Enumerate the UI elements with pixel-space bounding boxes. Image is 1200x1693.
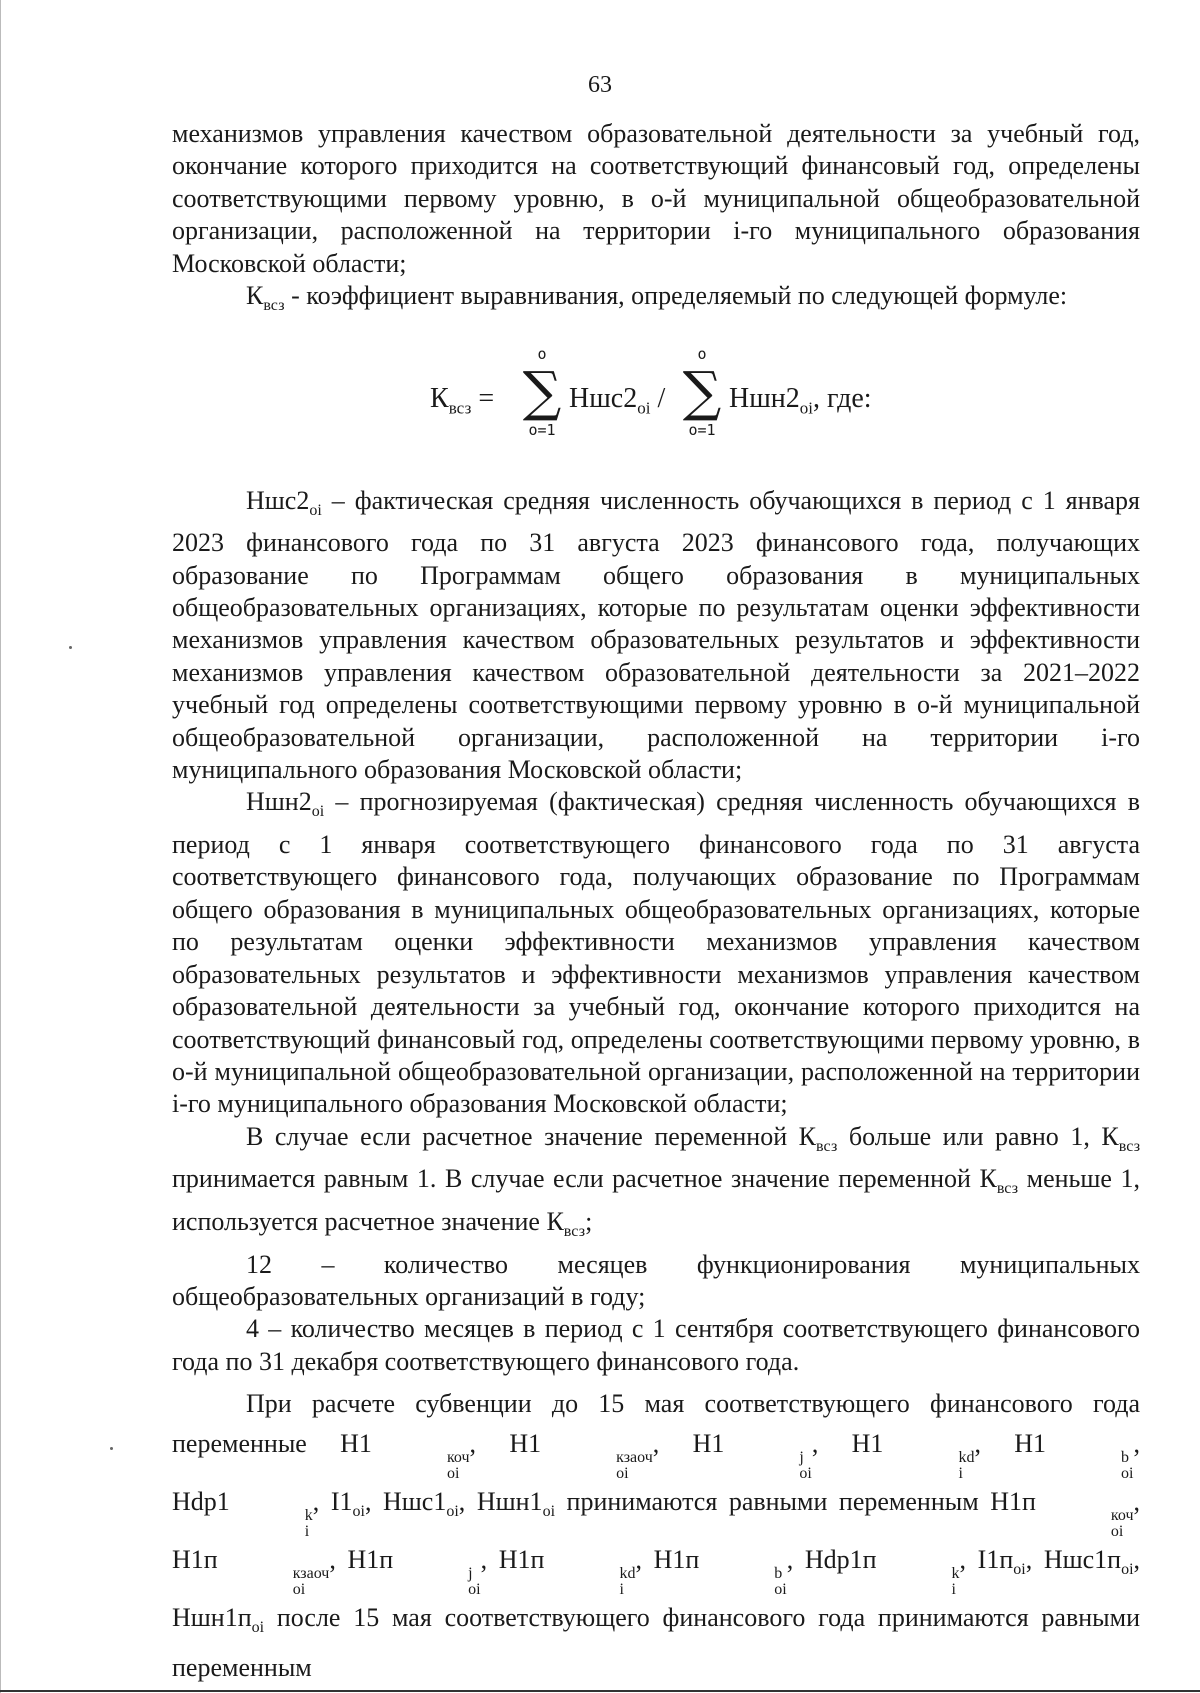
variable-symbol: Hdp1 k i bbox=[172, 1487, 313, 1541]
variable-symbol: Hdp1п k i bbox=[804, 1545, 960, 1599]
variables-list-2: Н1п коч оi , Н1п кзаоч оi , Н1п j оi , Н1п kd i , Н1п b оi , Hdp1п k i , $I1п_{оi}$, $Ншс1п_{оi}$, $Ншн1п_{оi}$ bbox=[172, 1487, 1141, 1637]
scan-edge-left bbox=[0, 0, 1, 1693]
variable-symbol: $Ншн1п_{оi}$ bbox=[172, 1603, 265, 1637]
formula-kvsz bbox=[172, 327, 1140, 477]
variable-symbol: $Ншс1_{оi}$ bbox=[383, 1487, 459, 1521]
variable-symbol: Н1п kd i bbox=[498, 1545, 636, 1599]
variable-symbol: $Ншн1_{оi}$ bbox=[476, 1487, 556, 1521]
variable-symbol: Н1 b оi bbox=[1014, 1429, 1134, 1483]
variable-symbol: Н1 коч оi bbox=[340, 1429, 470, 1483]
paragraph-12-months: 12 – количество месяцев функционирования муниципальных общеобразовательных организаций в году; bbox=[172, 1249, 1140, 1311]
formula-right: $Ншн2_{оi}$, где: bbox=[729, 382, 872, 418]
paragraph-nshs2-definition: $Ншс2_{оi}$ – фактическая средняя численность обучающихся в период с 1 января 2023 финансового года по 31 августа 2023 финансового года, получающих образование по Программам общего образования в муниципальных общеобразовательных организациях, которые по результатам оценки эффективности механизмов управления качеством образовательных результатов и эффективности механизмов управления качеством образовательной деятельности за 2021–2022 учебный год определены соответствующими первому уровню в о-й муниципальной общеобразовательной организации, расположенной на территории i-го муниципального образования Московской области; bbox=[172, 485, 1140, 785]
variable-symbol: Н1п b оi bbox=[653, 1545, 787, 1599]
scan-speck bbox=[69, 646, 72, 649]
paragraph-4-months: 4 – количество месяцев в период с 1 сентября соответствующего финансового года по 31 декабря соответствующего финансового года. bbox=[172, 1314, 1140, 1376]
formula-lhs: $К_{всз}$ = bbox=[430, 382, 495, 418]
variable-symbol: Н1 kd i bbox=[851, 1429, 975, 1483]
paragraph-kvsz-rule: В случае если расчетное значение переменной $К_{всз}$ больше или равно 1, $К_{всз}$ принимается равным 1. В случае если расчетное значение переменной $К_{всз}$ меньше 1, используется расчетное значение $К_{всз}$; bbox=[172, 1121, 1141, 1241]
nshn2-symbol: $Ншн2_{оi}$ bbox=[246, 787, 325, 821]
variable-symbol: Н1п j оi bbox=[347, 1545, 481, 1599]
variable-symbol: Н1 j оi bbox=[692, 1429, 812, 1483]
variable-symbol: Н1п коч оi bbox=[990, 1487, 1134, 1541]
sum-symbol-1: о ∑ о=1 bbox=[522, 344, 562, 439]
variable-symbol: $I1п_{оi}$ bbox=[977, 1545, 1026, 1579]
document-body bbox=[172, 118, 1140, 1688]
paragraph-continuation: механизмов управления качеством образовательной деятельности за учебный год, окончание которого приходится на соответствующий финансовый год, определены соответствующими первому уровню, в о-й муниципальной общеобразовательной организации, расположенной на территории i-го муниципального образования Московской области; bbox=[172, 119, 1140, 278]
paragraph-kvsz-definition: $К_{всз}$ - коэффициент выравнивания, определяемый по следующей формуле: bbox=[246, 281, 1068, 315]
paragraph-subvention: При расчете субвенции до 15 мая соответствующего финансового года переменные Н1 коч оi , Н1 кзаоч оi , Н1 j оi , Н1 kd i , Н1 b оi , Hdp1 k i , $I1_{оi}$, $Ншс1_{оi}$, $Ншн1_{оi}$ принимаются равными переменным Н1п коч оi , Н1п кзаоч оi , Н1п j оi , Н1п kd i , Н1п b оi , Hdp1п k i , $I1п_{оi}$, $Ншс1п_{оi}$, $Ншн1п_{оi}$ после 15 мая соответствующего финансового года принимаются равными переменным bbox=[172, 1389, 1141, 1683]
sum-symbol-2: о ∑ о=1 bbox=[682, 344, 722, 439]
paragraph-nshn2-definition: $Ншн2_{оi}$ – прогнозируемая (фактическая) средняя численность обучающихся в период с 1 января соответствующего финансового года по 31 августа соответствующего финансового года, получающих образование по Программам общего образования в муниципальных общеобразовательных организациях, которые по результатам оценки эффективности механизмов управления качеством образовательных результатов и эффективности механизмов управления качеством образовательной деятельности за учебный год, окончание которого приходится на соответствующий финансовый год, определены соответствующими первому уровню, в о-й муниципальной общеобразовательной организации, расположенной на территории i-го муниципального образования Московской области; bbox=[172, 787, 1140, 1119]
variable-symbol: $I1_{оi}$ bbox=[330, 1487, 365, 1521]
variable-symbol: Н1п кзаоч оi bbox=[172, 1545, 330, 1599]
nshs2-symbol: $Ншс2_{оi}$ bbox=[246, 485, 322, 519]
variable-symbol: Н1 кзаоч оi bbox=[509, 1429, 653, 1483]
page-number: 63 bbox=[588, 72, 612, 98]
scan-speck bbox=[110, 1447, 113, 1450]
variable-symbol: $Ншс1п_{оi}$ bbox=[1043, 1545, 1134, 1579]
scan-edge-bottom bbox=[0, 1690, 1200, 1692]
formula-middle: $Ншс2_{оi}$ / bbox=[569, 382, 666, 418]
variables-list-1: Н1 коч оi , Н1 кзаоч оi , Н1 j оi , Н1 kd i , Н1 b оi , Hdp1 k i , $I1_{оi}$, $Ншс1_{оi}$, $Ншн1_{оi}$ bbox=[172, 1429, 1140, 1541]
kvsz-symbol: $К_{всз}$ bbox=[246, 281, 285, 315]
